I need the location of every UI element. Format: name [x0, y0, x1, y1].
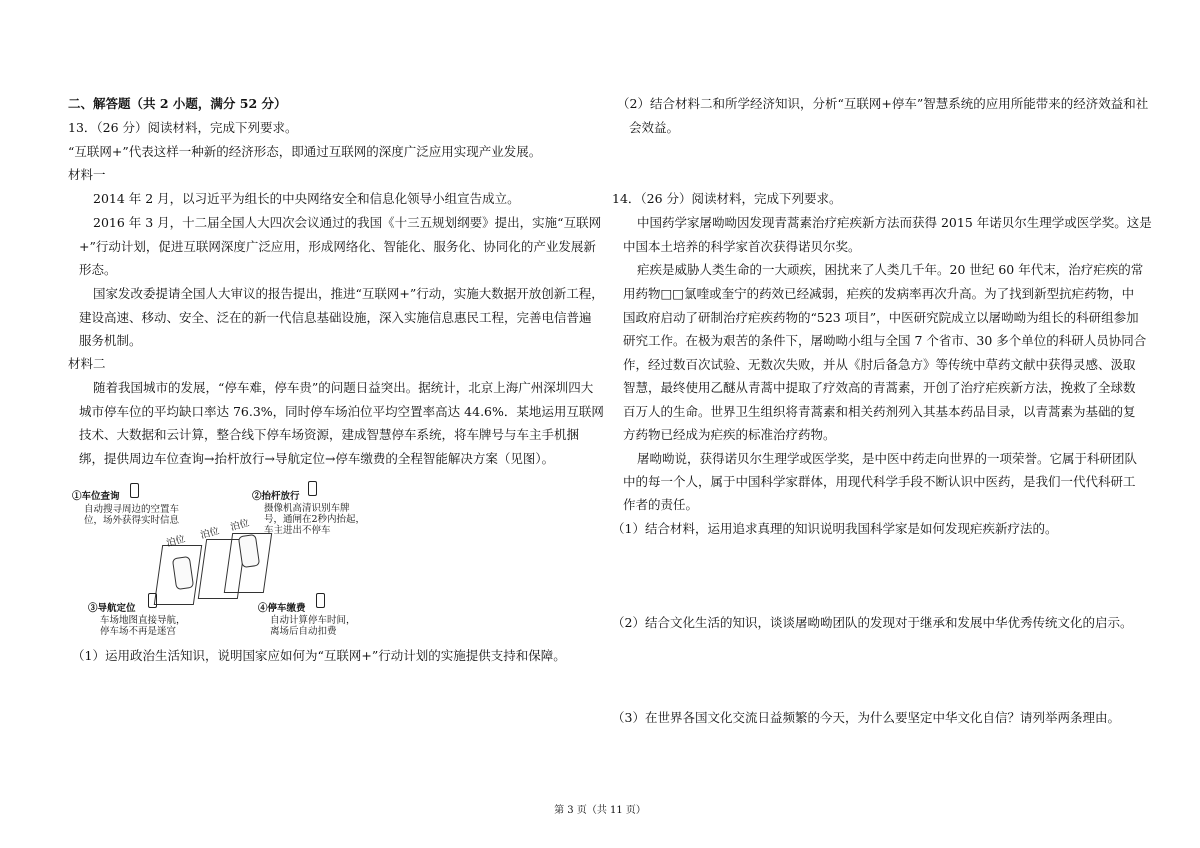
q13-part2-line1: （2）结合材料二和所学经济知识，分析“互联网+停车”智慧系统的应用所能带来的经济效益和社 [617, 96, 1149, 111]
step2-desc-line1: 摄像机高清识别车牌 [264, 503, 350, 514]
q14-heading: 14．（26 分）阅读材料，完成下列要求。 [612, 191, 842, 206]
q13-part1: （1）运用政治生活知识，说明国家应如何为“互联网+”行动计划的实施提供支持和保障。 [72, 648, 566, 663]
page-number: 第 3 页（共 11 页） [554, 805, 646, 816]
q13-intro: “互联网+”代表这样一种新的经济形态，即通过互联网的深度广泛应用实现产业发展。 [68, 144, 542, 159]
q14-p2-line2: 用药物□□氯喹或奎宁的药效已经减弱，疟疾的发病率再次升高。为了找到新型抗疟药物，中 [623, 286, 1135, 301]
q14-p3-line3: 作者的责任。 [623, 497, 699, 512]
step1-desc-line2: 位，场外获得实时信息 [84, 515, 180, 526]
slot-label: 泊位 [165, 533, 187, 550]
phone-icon [316, 593, 325, 608]
material-one-p2-line2: +”行动计划，促进互联网深度广泛应用，形成网络化、智能化、服务化、协同化的产业发展新 [79, 239, 596, 254]
q14-p2-line1: 疟疾是威胁人类生命的一大顽疾，困扰来了人类几千年。20 世纪 60 年代末，治疗疟疾的常 [637, 262, 1144, 277]
material-two-line3: 技术、大数据和云计算，整合线下停车场资源，建成智慧停车系统，将车牌号与车主手机捆 [79, 427, 580, 442]
step3-desc-line2: 停车场不再是迷宫 [100, 626, 177, 637]
material-two-line1: 随着我国城市的发展，“停车难，停车贵”的问题日益突出。据统计，北京上海广州深圳四大 [93, 380, 594, 395]
phone-icon [148, 593, 157, 608]
step4-desc-line1: 自动计算停车时间， [270, 615, 356, 626]
q14-part1: （1）结合材料，运用追求真理的知识说明我国科学家是如何发现疟疾新疗法的。 [612, 521, 1058, 536]
step3-title: ③导航定位 [88, 603, 136, 614]
q13-heading: 13．（26 分）阅读材料，完成下列要求。 [68, 120, 298, 135]
q14-part2: （2）结合文化生活的知识，谈谈屠呦呦团队的发现对于继承和发展中华优秀传统文化的启示。 [612, 615, 1133, 630]
q14-p2-line5: 作，经过数百次试验、无数次失败，并从《肘后备急方》等传统中草药文献中获得灵感、汲取 [623, 357, 1136, 372]
material-one-p3-line1: 国家发改委提请全国人大审议的报告提出，推进“互联网+”行动，实施大数据开放创新工程， [93, 286, 604, 301]
step2-desc-line2: 号，通闸在2秒内抬起， [264, 514, 366, 525]
q14-p1-line1: 中国药学家屠呦呦因发现青蒿素治疗疟疾新方法而获得 2015 年诺贝尔生理学或医学奖。这是 [637, 215, 1152, 230]
q14-p1-line2: 中国本土培养的科学家首次获得诺贝尔奖。 [623, 239, 861, 254]
q14-part3: （3）在世界各国文化交流日益频繁的今天，为什么要坚定中华文化自信？请列举两条理由。 [612, 710, 1120, 725]
material-one-p3-line3: 服务机制。 [79, 333, 142, 348]
q14-p2-line7: 百万人的生命。世界卫生组织将青蒿素和相关药剂列入其基本药品目录，以青蒿素为基础的复 [623, 404, 1136, 419]
step2-title: ②抬杆放行 [252, 491, 300, 502]
material-two-line4: 绑，提供周边车位查询→抬杆放行→导航定位→停车缴费的全程智能解决方案（见图）。 [79, 451, 555, 466]
phone-icon [308, 481, 317, 496]
q14-p3-line1: 屠呦呦说，获得诺贝尔生理学或医学奖，是中医中药走向世界的一项荣誉。它属于科研团队 [637, 451, 1138, 466]
material-one-label: 材料一 [68, 167, 106, 182]
step4-desc-line2: 离场后自动扣费 [270, 626, 337, 637]
phone-icon [130, 483, 139, 498]
q14-p2-line8: 方药物已经成为疟疾的标准治疗药物。 [623, 427, 836, 442]
slot-label: 泊位 [229, 517, 251, 534]
q14-p2-line4: 研究工作。在极为艰苦的条件下，屠呦呦小组与全国 7 个省市、30 多个单位的科研人员协同合 [623, 333, 1147, 348]
material-two-label: 材料二 [68, 356, 106, 371]
material-two-line2: 城市停车位的平均缺口率达 76.3%，同时停车场泊位平均空置率高达 44.6%．某地运用互联网 [79, 404, 604, 419]
slot-label: 泊位 [199, 525, 221, 542]
q14-p3-line2: 中的每一个人，属于中国科学家群体，用现代科学手段不断认识中医药，是我们一代代科研工 [623, 474, 1136, 489]
q13-part2-line2: 会效益。 [629, 120, 680, 135]
step3-desc-line1: 车场地图直接导航， [100, 615, 186, 626]
smart-parking-figure [68, 475, 368, 640]
step2-desc-line3: 车主进出不停车 [264, 525, 331, 536]
section-title: 二、解答题（共 2 小题，满分 52 分） [68, 96, 287, 111]
material-one-p1: 2014 年 2 月，以习近平为组长的中央网络安全和信息化领导小组宣告成立。 [93, 191, 520, 206]
q14-p2-line3: 国政府启动了研制治疗疟疾药物的“523 项目”，中医研究院成立以屠呦呦为组长的科研组参加 [623, 310, 1139, 325]
material-one-p2-line3: 形态。 [79, 262, 117, 277]
q14-p2-line6: 智慧，最终使用乙醚从青蒿中提取了疗效高的青蒿素，开创了治疗疟疾新方法，挽救了全球数 [623, 380, 1136, 395]
step4-title: ④停车缴费 [258, 603, 306, 614]
step1-title: ①车位查询 [72, 491, 120, 502]
material-one-p2-line1: 2016 年 3 月，十二届全国人大四次会议通过的我国《十三五规划纲要》提出，实施“互联网 [93, 215, 602, 230]
material-one-p3-line2: 建设高速、移动、安全、泛在的新一代信息基础设施，深入实施信息惠民工程，完善电信普遍 [79, 310, 592, 325]
step1-desc-line1: 自动搜寻周边的空置车 [84, 504, 180, 515]
